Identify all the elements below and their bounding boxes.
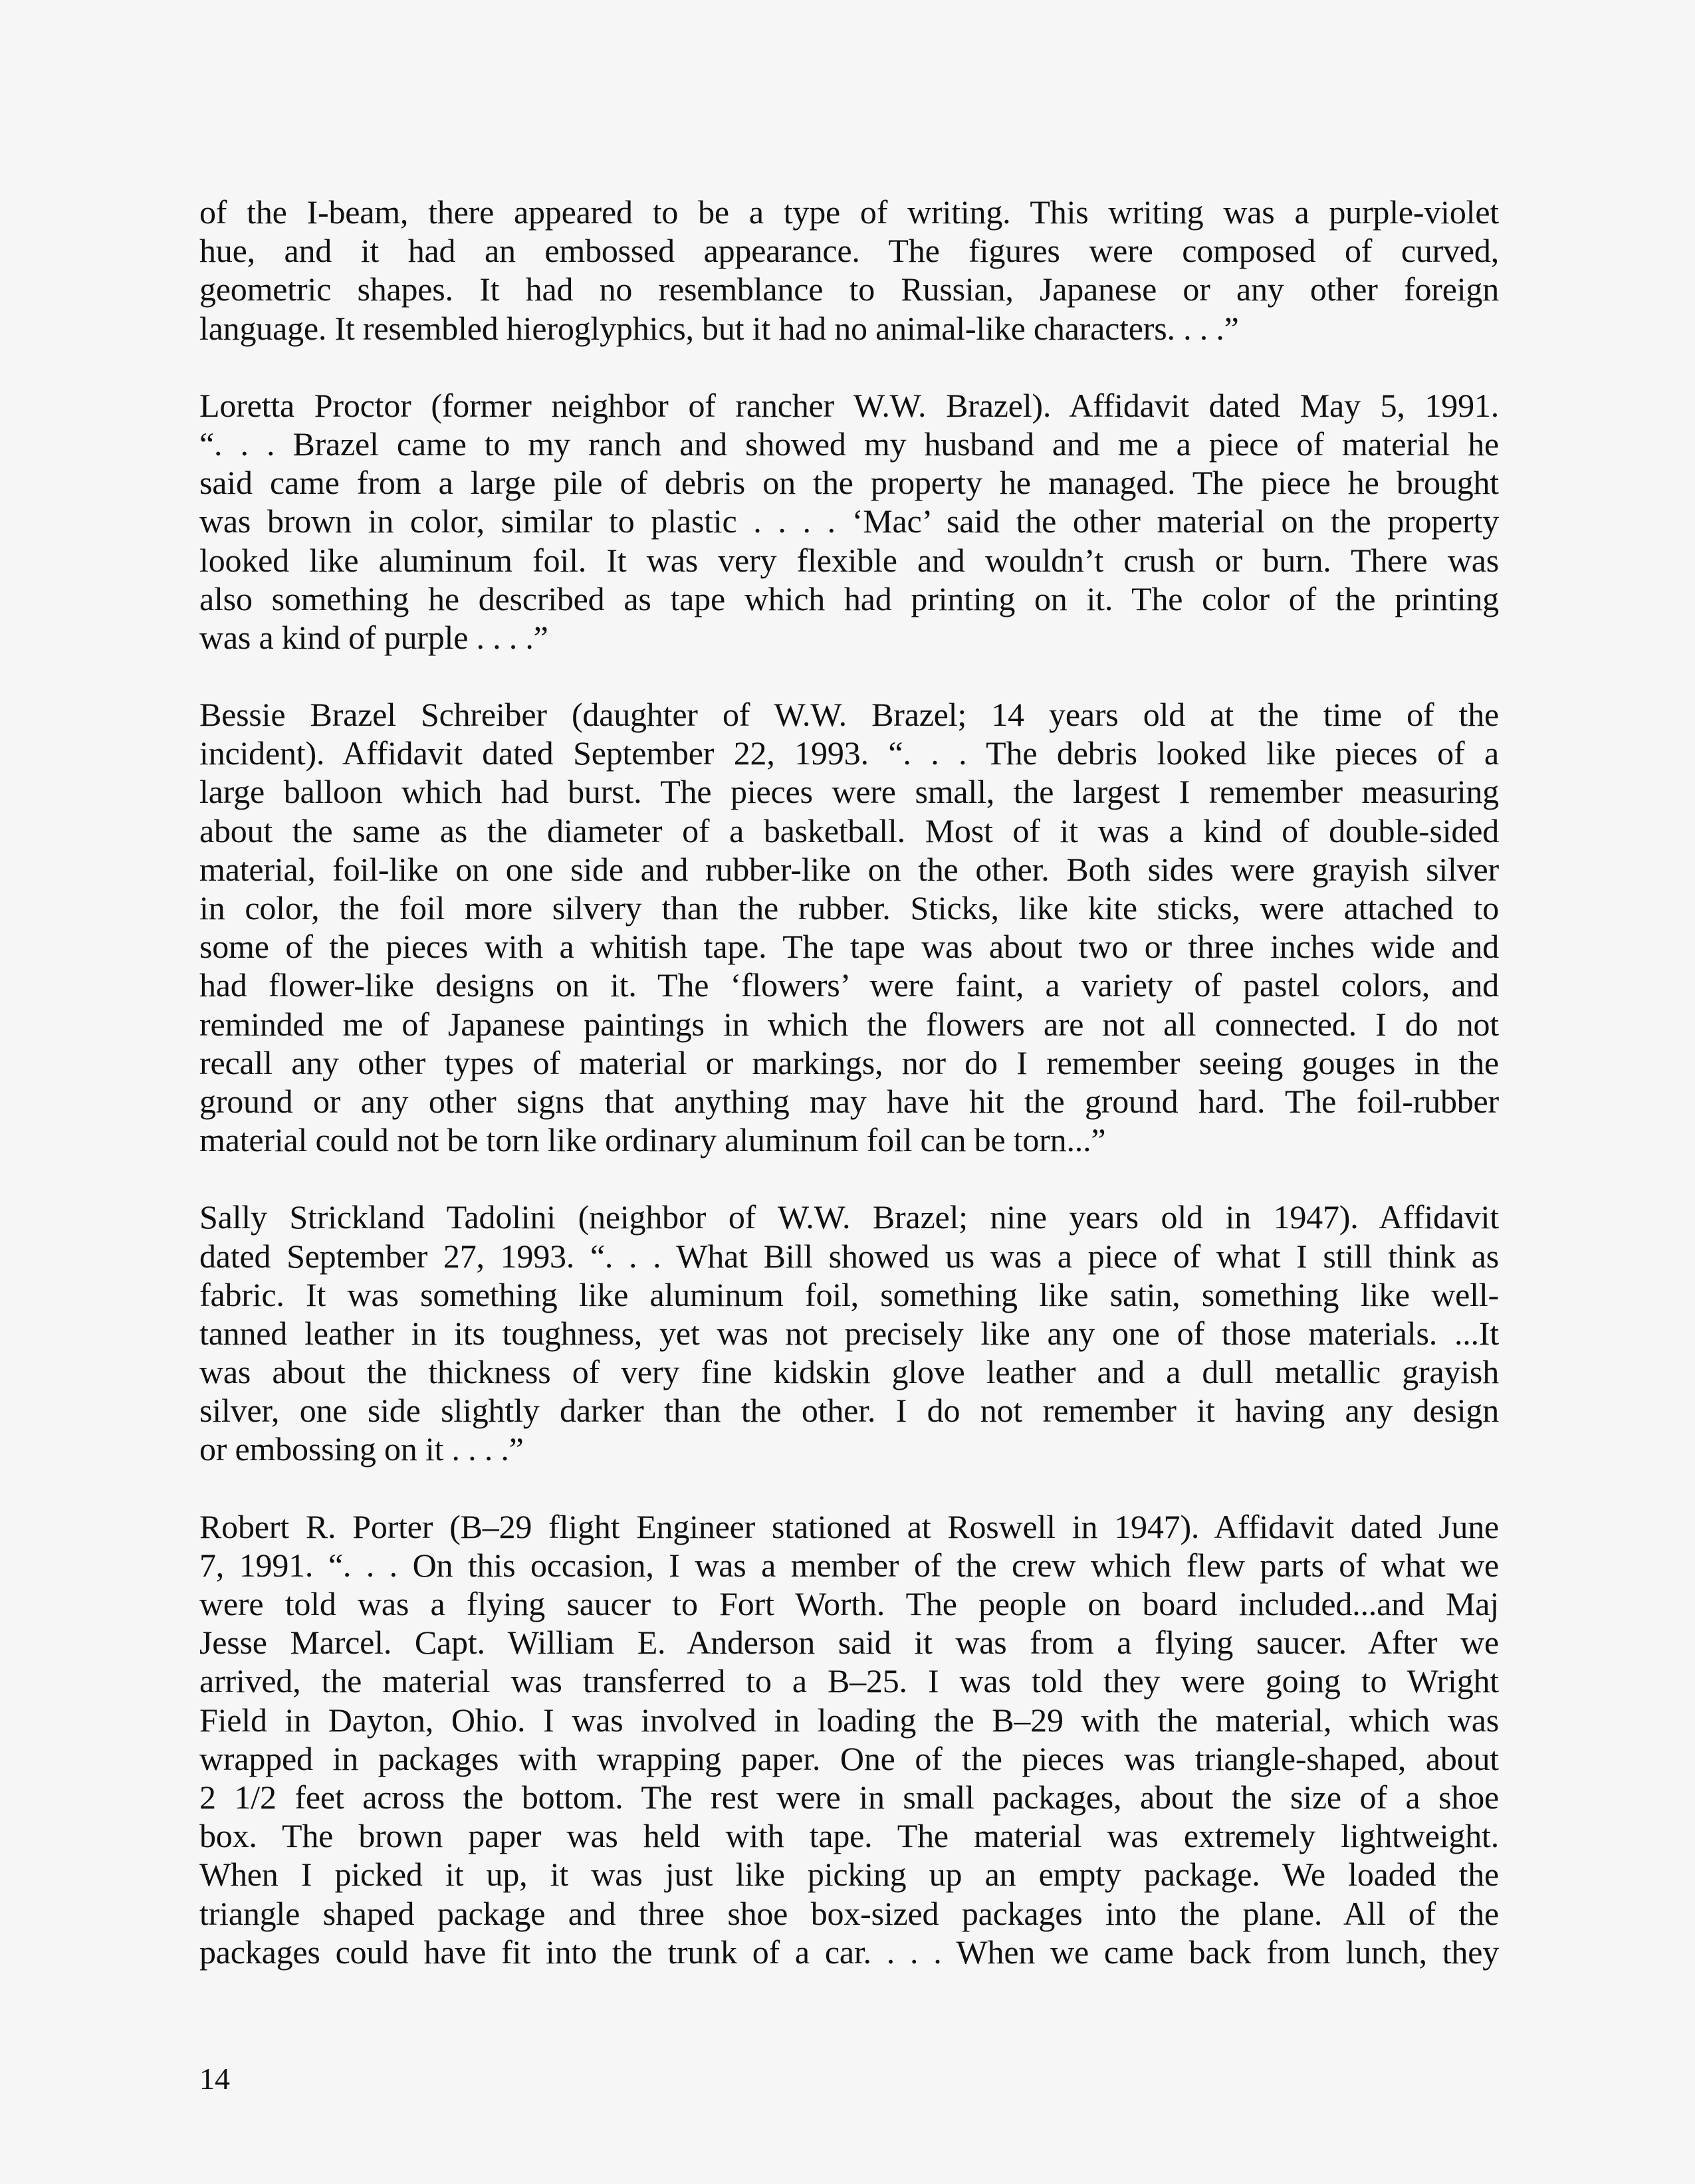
- text-line: were told was a flying saucer to Fort Worth. The people on board included...and Maj: [199, 1585, 1499, 1622]
- text-line: When I picked it up, it was just like picking up an empty package. We loaded the: [199, 1856, 1499, 1894]
- paragraph-continuation-i-beam: [199, 193, 1499, 348]
- text-line: had flower-like designs on it. The ‘flowers’ were faint, a variety of pastel colors, and: [199, 966, 1499, 1004]
- text-line: packages could have fit into the trunk of a car. . . . When we came back from lunch, they: [199, 1933, 1499, 1971]
- text-line: also something he described as tape which had printing on it. The color of the printing: [199, 580, 1499, 617]
- text-line: Sally Strickland Tadolini (neighbor of W.W. Brazel; nine years old in 1947). Affidavit: [199, 1198, 1499, 1236]
- paragraph-sally-strickland-tadolini: [199, 1198, 1499, 1468]
- text-line: tanned leather in its toughness, yet was not precisely like any one of those materials. ...It: [199, 1314, 1499, 1352]
- text-line: language. It resembled hieroglyphics, but it had no animal-like characters. . . .”: [199, 309, 1239, 347]
- text-line: “. . . Brazel came to my ranch and showed my husband and me a piece of material he: [199, 425, 1499, 463]
- text-line: some of the pieces with a whitish tape. The tape was about two or three inches wide and: [199, 928, 1499, 966]
- text-line: reminded me of Japanese paintings in which the flowers are not all connected. I do not: [199, 1005, 1499, 1043]
- text-line: incident). Affidavit dated September 22, 1993. “. . . The debris looked like pieces of a: [199, 734, 1499, 772]
- text-line: was about the thickness of very fine kidskin glove leather and a dull metallic grayish: [199, 1353, 1499, 1391]
- text-line: fabric. It was something like aluminum foil, something like satin, something like well-: [199, 1275, 1499, 1313]
- text-line: of the I-beam, there appeared to be a type of writing. This writing was a purple-violet: [199, 193, 1499, 231]
- text-line: hue, and it had an embossed appearance. The figures were composed of curved,: [199, 232, 1499, 270]
- document-page: [199, 193, 1499, 2010]
- text-line: 2 1/2 feet across the bottom. The rest were in small packages, about the size of a shoe: [199, 1778, 1499, 1816]
- text-line: material could not be torn like ordinary aluminum foil can be torn...”: [199, 1121, 1106, 1159]
- text-line: Loretta Proctor (former neighbor of rancher W.W. Brazel). Affidavit dated May 5, 1991.: [199, 386, 1499, 424]
- text-line: was brown in color, similar to plastic . . . . ‘Mac’ said the other material on the property: [199, 502, 1499, 540]
- text-line: geometric shapes. It had no resemblance to Russian, Japanese or any other foreign: [199, 271, 1499, 308]
- text-line: large balloon which had burst. The pieces were small, the largest I remember measuring: [199, 773, 1499, 811]
- text-line: was a kind of purple . . . .”: [199, 618, 548, 656]
- page-number: 14: [199, 2062, 230, 2096]
- text-line: Field in Dayton, Ohio. I was involved in loading the B–29 with the material, which was: [199, 1701, 1499, 1739]
- text-line: material, foil-like on one side and rubber-like on the other. Both sides were grayish silver: [199, 850, 1499, 888]
- text-line: in color, the foil more silvery than the rubber. Sticks, like kite sticks, were attached to: [199, 889, 1499, 927]
- paragraph-loretta-proctor: [199, 386, 1499, 657]
- text-line: about the same as the diameter of a basketball. Most of it was a kind of double-sided: [199, 812, 1499, 849]
- text-line: Bessie Brazel Schreiber (daughter of W.W. Brazel; 14 years old at the time of the: [199, 696, 1499, 734]
- text-line: or embossing on it . . . .”: [199, 1430, 524, 1468]
- text-line: dated September 27, 1993. “. . . What Bill showed us was a piece of what I still think as: [199, 1237, 1499, 1275]
- text-line: silver, one side slightly darker than the other. I do not remember it having any design: [199, 1392, 1499, 1430]
- text-line: ground or any other signs that anything may have hit the ground hard. The foil-rubber: [199, 1082, 1499, 1120]
- paragraph-bessie-brazel-schreiber: [199, 695, 1499, 1159]
- text-line: recall any other types of material or markings, nor do I remember seeing gouges in the: [199, 1043, 1499, 1081]
- text-line: Robert R. Porter (B–29 flight Engineer stationed at Roswell in 1947). Affidavit dated June: [199, 1507, 1499, 1545]
- text-line: Jesse Marcel. Capt. William E. Anderson said it was from a flying saucer. After we: [199, 1624, 1499, 1662]
- text-line: 7, 1991. “. . . On this occasion, I was a member of the crew which flew parts of what we: [199, 1546, 1499, 1584]
- text-line: triangle shaped package and three shoe box-sized packages into the plane. All of the: [199, 1894, 1499, 1932]
- text-line: looked like aluminum foil. It was very flexible and wouldn’t crush or burn. There was: [199, 541, 1499, 579]
- text-line: said came from a large pile of debris on the property he managed. The piece he brought: [199, 464, 1499, 502]
- text-line: wrapped in packages with wrapping paper. One of the pieces was triangle-shaped, about: [199, 1739, 1499, 1777]
- text-line: box. The brown paper was held with tape. The material was extremely lightweight.: [199, 1817, 1499, 1855]
- text-line: arrived, the material was transferred to a B–25. I was told they were going to Wright: [199, 1662, 1499, 1700]
- paragraph-robert-r-porter: [199, 1507, 1499, 1971]
